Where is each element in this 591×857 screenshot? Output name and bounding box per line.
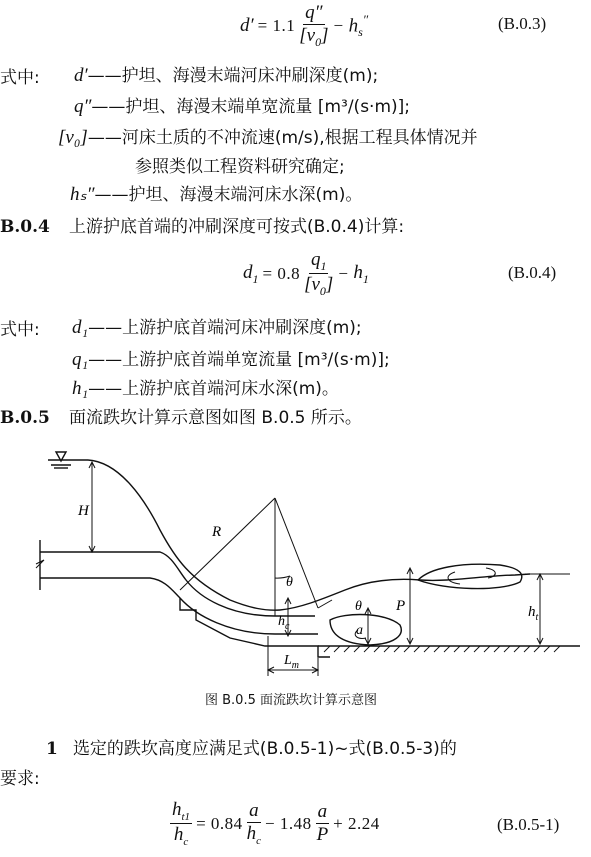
eq-b04-numerator: $q_1$ xyxy=(310,248,327,273)
eq-b03-hs: $h_s''$ xyxy=(348,11,369,40)
eq-b04-fraction xyxy=(304,250,333,299)
section-b04 xyxy=(0,212,404,237)
eq-b051-tag: (B.0.5-1) xyxy=(497,815,560,834)
defs-b04-lead: 式中: xyxy=(0,320,40,340)
section-b05 xyxy=(0,403,362,428)
defs-b03-item-4 xyxy=(70,180,362,206)
label-theta-2: θ xyxy=(355,599,362,614)
eq-b03-numerator: q″ xyxy=(305,1,323,23)
section-b04-number: B.0.4 xyxy=(0,217,50,237)
section-b05-number: B.0.5 xyxy=(0,408,50,428)
figure-b05-diagram xyxy=(0,440,591,680)
equation-b03 xyxy=(240,0,368,52)
def-text: ——上游护底首端河床冲刷深度(m); xyxy=(88,318,362,338)
def-symbol: q″ xyxy=(74,96,92,117)
defs-b03-item-3-cont: 参照类似工程资料研究确定; xyxy=(135,157,345,177)
eq-b03-tag: (B.0.3) xyxy=(498,14,547,33)
eq-b03-denominator: $[v_0]$ xyxy=(299,24,329,49)
bottom-roller xyxy=(330,615,401,645)
label-H: H xyxy=(78,503,89,519)
spillway-bottom xyxy=(40,578,318,634)
eq-b051-fraction-2: $\frac{a}{P}$ xyxy=(316,801,329,846)
equation-b04 xyxy=(243,248,369,300)
eq-b03-minus: − xyxy=(333,16,344,35)
def-symbol: d′ xyxy=(74,65,88,86)
def-text: ——护坦、海漫末端河床冲刷深度(m); xyxy=(87,66,379,86)
section-b04-text: 上游护底首端的冲刷深度可按式(B.0.4)计算: xyxy=(68,217,405,237)
def-text: ——护坦、海漫末端河床水深(m)。 xyxy=(94,185,363,205)
eq-b03-lhs: d′ xyxy=(240,15,254,36)
def-text: ——护坦、海漫末端单宽流量 [m³/(s·m)]; xyxy=(91,97,411,117)
def-symbol: [v₀] xyxy=(58,127,88,148)
label-a: a xyxy=(356,623,363,638)
def-symbol: h₁ xyxy=(72,378,89,399)
label-hc: $h_c$ xyxy=(278,614,290,632)
figure-caption: 图 B.0.5 面流跌坎计算示意图 xyxy=(205,693,377,708)
spillway-top xyxy=(40,552,315,616)
eq-b051-lhs-fraction: $\frac{h_{t1}}{h_c}$ xyxy=(172,798,191,848)
defs-b04-item-1 xyxy=(72,313,362,339)
item-1-text: 选定的跌坎高度应满足式(B.0.5-1)~式(B.0.5-3)的 xyxy=(72,739,457,759)
item-1-line-1 xyxy=(46,734,457,759)
section-b05-text: 面流跌坎计算示意图如图 B.0.5 所示。 xyxy=(68,408,362,428)
eq-b04-denominator: $[v_0]$ xyxy=(304,273,334,298)
eq-b051-fraction-1: $\frac{a}{h_c}$ xyxy=(246,799,262,847)
def-symbol: hₛ″ xyxy=(70,184,95,205)
surface-roller xyxy=(418,564,522,588)
defs-b04-item-2 xyxy=(72,345,390,371)
defs-b03-item-1 xyxy=(74,61,378,87)
defs-b03-item-2 xyxy=(74,92,410,118)
label-R: R xyxy=(212,524,222,540)
item-1-line-2: 要求: xyxy=(0,769,40,789)
def-text: ——上游护底首端单宽流量 [m³/(s·m)]; xyxy=(88,350,390,370)
nappe-surface xyxy=(88,460,280,610)
eq-b04-lhs: $d_1$ xyxy=(243,261,259,286)
eq-b04-h: $h_1$ xyxy=(353,261,369,286)
def-symbol: d₁ xyxy=(72,317,89,338)
eq-b051-equals: = 0.84 xyxy=(196,814,243,833)
eq-b04-tag: (B.0.4) xyxy=(508,263,557,282)
label-P: P xyxy=(396,598,406,614)
item-1-number: 1 xyxy=(46,739,58,759)
defs-b04-item-3 xyxy=(72,374,339,400)
eq-b04-equals: = 0.8 xyxy=(262,264,301,283)
eq-b03-fraction xyxy=(299,3,328,49)
eq-b051-minus: − 1.48 xyxy=(265,814,312,833)
eq-b03-equals: = 1.1 xyxy=(257,16,296,35)
def-text: ——上游护底首端河床水深(m)。 xyxy=(88,379,339,399)
def-symbol: q₁ xyxy=(72,349,89,370)
label-theta-1: θ xyxy=(286,575,293,590)
defs-b03-item-3 xyxy=(58,123,478,149)
label-Lm: $L_m$ xyxy=(284,653,300,671)
equation-b051 xyxy=(170,796,384,852)
eq-b04-minus: − xyxy=(338,264,349,283)
eq-b051-tail: + 2.24 xyxy=(333,814,380,833)
defs-b03-lead: 式中: xyxy=(0,68,40,88)
label-ht: $h_t$ xyxy=(528,604,539,623)
def-text: ——河床土质的不冲流速(m/s),根据工程具体情况并 xyxy=(87,128,478,148)
